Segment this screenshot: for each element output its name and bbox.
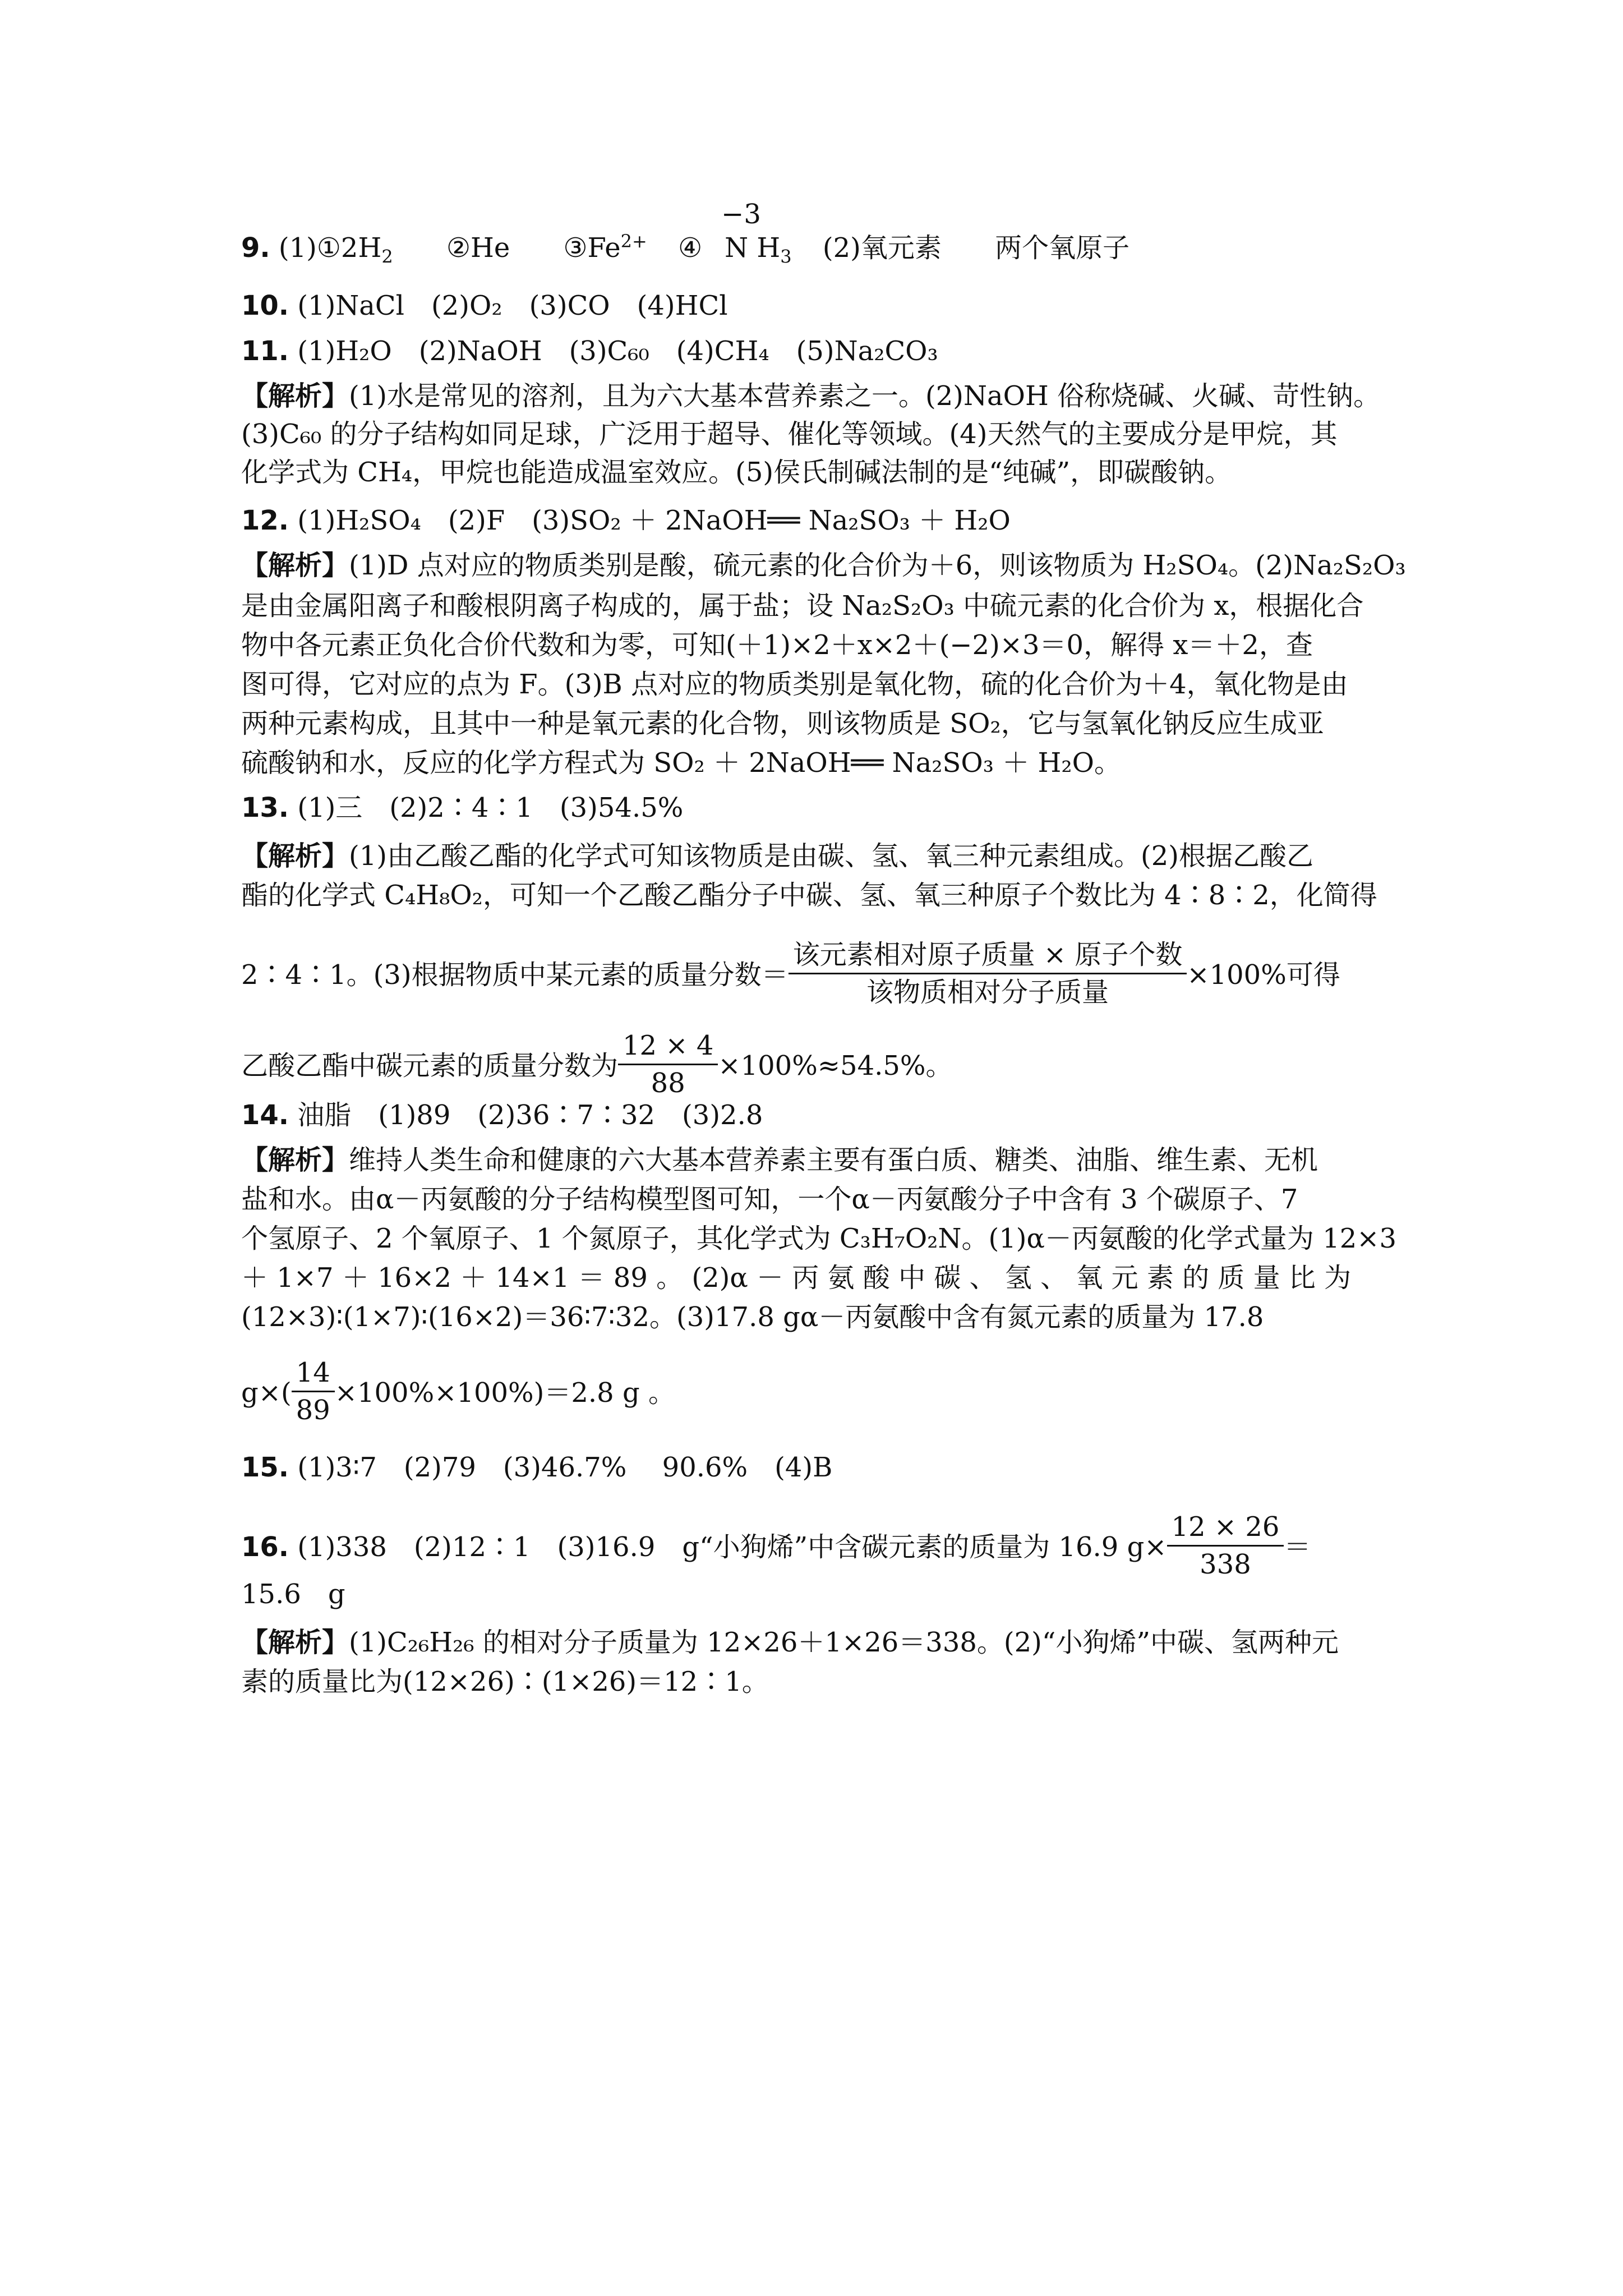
q15-answer: (1)3∶7 (2)79 (3)46.7% 90.6% (4)B [297,1452,833,1483]
q9-part2: ②He [446,232,510,264]
carbon-mass-fraction: $\frac{12 \times 26}{338}$ [1167,1511,1284,1580]
q12-answer: (1)H₂SO₄ (2)F (3)SO₂ ＋ 2NaOH══ Na₂SO₃ ＋ H₂O [297,505,1011,536]
q10-line [241,289,1396,323]
q13-answer: (1)三 (2)2∶4∶1 (3)54.5% [297,792,684,823]
q10-answer: (1)NaCl (2)O₂ (3)CO (4)HCl [297,290,728,321]
q12-analysis-line6: 硫酸钠和水，反应的化学方程式为 SO₂ ＋ 2NaOH══ Na₂SO₃ ＋ H₂O。 [241,747,1121,779]
q16-answer-line2: 15.6 g [241,1579,345,1610]
q13-analysis-line4: 乙酸乙酯中碳元素的质量分数为 $\frac{12 \times 4}{88}$ ×100%≈54.5%。 [241,1030,953,1099]
mass-fraction-formula: $\frac{\text{该元素相对原子质量 × 原子个数}}{\text{该物质相对分子质量}}$ [789,939,1187,1008]
q16-number: 16. [241,1531,289,1563]
q12-number: 12. [241,505,289,536]
q11-analysis-line1: 【解析】(1)水是常见的溶剂，且为六大基本营养素之一。(2)NaOH 俗称烧碱、火碱、苛性钠。 [241,380,1381,412]
q16-line: 16. (1)338 (2)12∶1 (3)16.9 g“小狗烯”中含碳元素的质量为 16.9 g× $\frac{12 \times 26}{338}$ ＝ [241,1511,1311,1580]
nitrogen-fraction: $\frac{14}{89}$ [292,1357,335,1426]
q15-line [241,1451,1396,1484]
analysis-label: 【解析】 [241,1627,349,1658]
q15-number: 15. [241,1452,289,1483]
q12-analysis-line2: 是由金属阳离子和酸根阴离子构成的，属于盐；设 Na₂S₂O₃ 中硫元素的化合价为 x，根据化合 [241,590,1364,622]
q13-analysis-line2: 酯的化学式 C₄H₈O₂，可知一个乙酸乙酯分子中碳、氢、氧三种原子个数比为 4∶8∶2，化简得 [241,880,1377,911]
q12-line [241,504,1396,537]
q9-number: 9. [241,232,270,264]
q13-number: 13. [241,792,289,823]
q14-analysis-line5: (12×3)∶(1×7)∶(16×2)＝36∶7∶32。(3)17.8 gα－丙氨酸中含有氮元素的质量为 17.8 [241,1301,1264,1333]
q13-analysis-line3: 2∶4∶1。(3)根据物质中某元素的质量分数＝ $\frac{\text{该元素相对原子质量 × 原子个数}}{\text{该物质相对分子质量}}$ ×100%可得 [241,939,1340,1008]
q14-analysis-line3: 个氢原子、2 个氧原子、1 个氮原子，其化学式为 C₃H₇O₂N。(1)α－丙氨酸的化学式量为 12×3 [241,1223,1397,1254]
q9-part5: (2)氧元素 [822,232,942,264]
analysis-label: 【解析】 [241,550,349,581]
q9-part1: $(1)①2H_2$ [278,232,393,268]
q14-analysis-line2: 盐和水。由α－丙氨酸的分子结构模型图可知，一个α－丙氨酸分子中含有 3 个碳原子、7 [241,1184,1298,1215]
q10-number: 10. [241,290,289,321]
q14-analysis-line1: 【解析】维持人类生命和健康的六大基本营养素主要有蛋白质、糖类、油脂、维生素、无机 [241,1144,1318,1176]
q16-analysis-line1: 【解析】(1)C₂₆H₂₆ 的相对分子质量为 12×26＋1×26＝338。(2)“小狗烯”中碳、氢两种元 [241,1627,1339,1658]
q16-analysis-line2: 素的质量比为(12×26)∶(1×26)＝12∶1。 [241,1666,769,1697]
q9-part6: 两个氧原子 [995,232,1130,264]
q13-line [241,791,1396,825]
q11-line [241,334,1396,368]
q14-line [241,1098,1396,1132]
q11-answer: (1)H₂O (2)NaOH (3)C₆₀ (4)CH₄ (5)Na₂CO₃ [297,335,938,367]
q9-part4: ④ −3 N $H_3$ [678,199,792,268]
analysis-label: 【解析】 [241,840,349,872]
q12-analysis-line3: 物中各元素正负化合价代数和为零，可知(＋1)×2＋x×2＋(−2)×3＝0，解得 x＝＋2，查 [241,629,1313,661]
q14-number: 14. [241,1099,289,1131]
q13-analysis-line1: 【解析】(1)由乙酸乙酯的化学式可知该物质是由碳、氢、氧三种元素组成。(2)根据乙酸乙 [241,840,1314,872]
q14-answer: 油脂 (1)89 (2)36∶7∶32 (3)2.8 [297,1099,763,1131]
carbon-fraction: $\frac{12 \times 4}{88}$ [618,1030,718,1099]
analysis-label: 【解析】 [241,1144,349,1176]
q9-line [241,199,1396,274]
q11-analysis-line3: 化学式为 CH₄，甲烷也能造成温室效应。(5)侯氏制碱法制的是“纯碱”，即碳酸钠。 [241,457,1232,488]
q12-analysis-line5: 两种元素构成，且其中一种是氧元素的化合物，则该物质是 SO₂，它与氢氧化钠反应生成亚 [241,708,1324,739]
q9-part3: $③Fe^{2+}$ [563,231,647,264]
q14-analysis-line6: g×( $\frac{14}{89}$ ×100%×100%)＝2.8 g 。 [241,1357,675,1426]
q12-analysis-line4: 图可得，它对应的点为 F。(3)B 点对应的物质类别是氧化物，硫的化合价为＋4，氧化物是由 [241,669,1348,700]
q9-charge: −3 [721,199,761,230]
q14-analysis-line4: ＋ 1×7 ＋ 16×2 ＋ 14×1 ＝ 89 。 (2)α － 丙 氨 酸 中 碳 、 氢 、 氧 元 素 的 质 量 比 为 [241,1262,1352,1294]
q12-analysis-line1: 【解析】(1)D 点对应的物质类别是酸，硫元素的化合价为＋6，则该物质为 H₂SO₄。(2)Na₂S₂O₃ [241,550,1406,581]
q11-number: 11. [241,335,289,367]
analysis-label: 【解析】 [241,380,349,412]
q11-analysis-line2: (3)C₆₀ 的分子结构如同足球，广泛用于超导、催化等领域。(4)天然气的主要成分是甲烷，其 [241,418,1338,450]
